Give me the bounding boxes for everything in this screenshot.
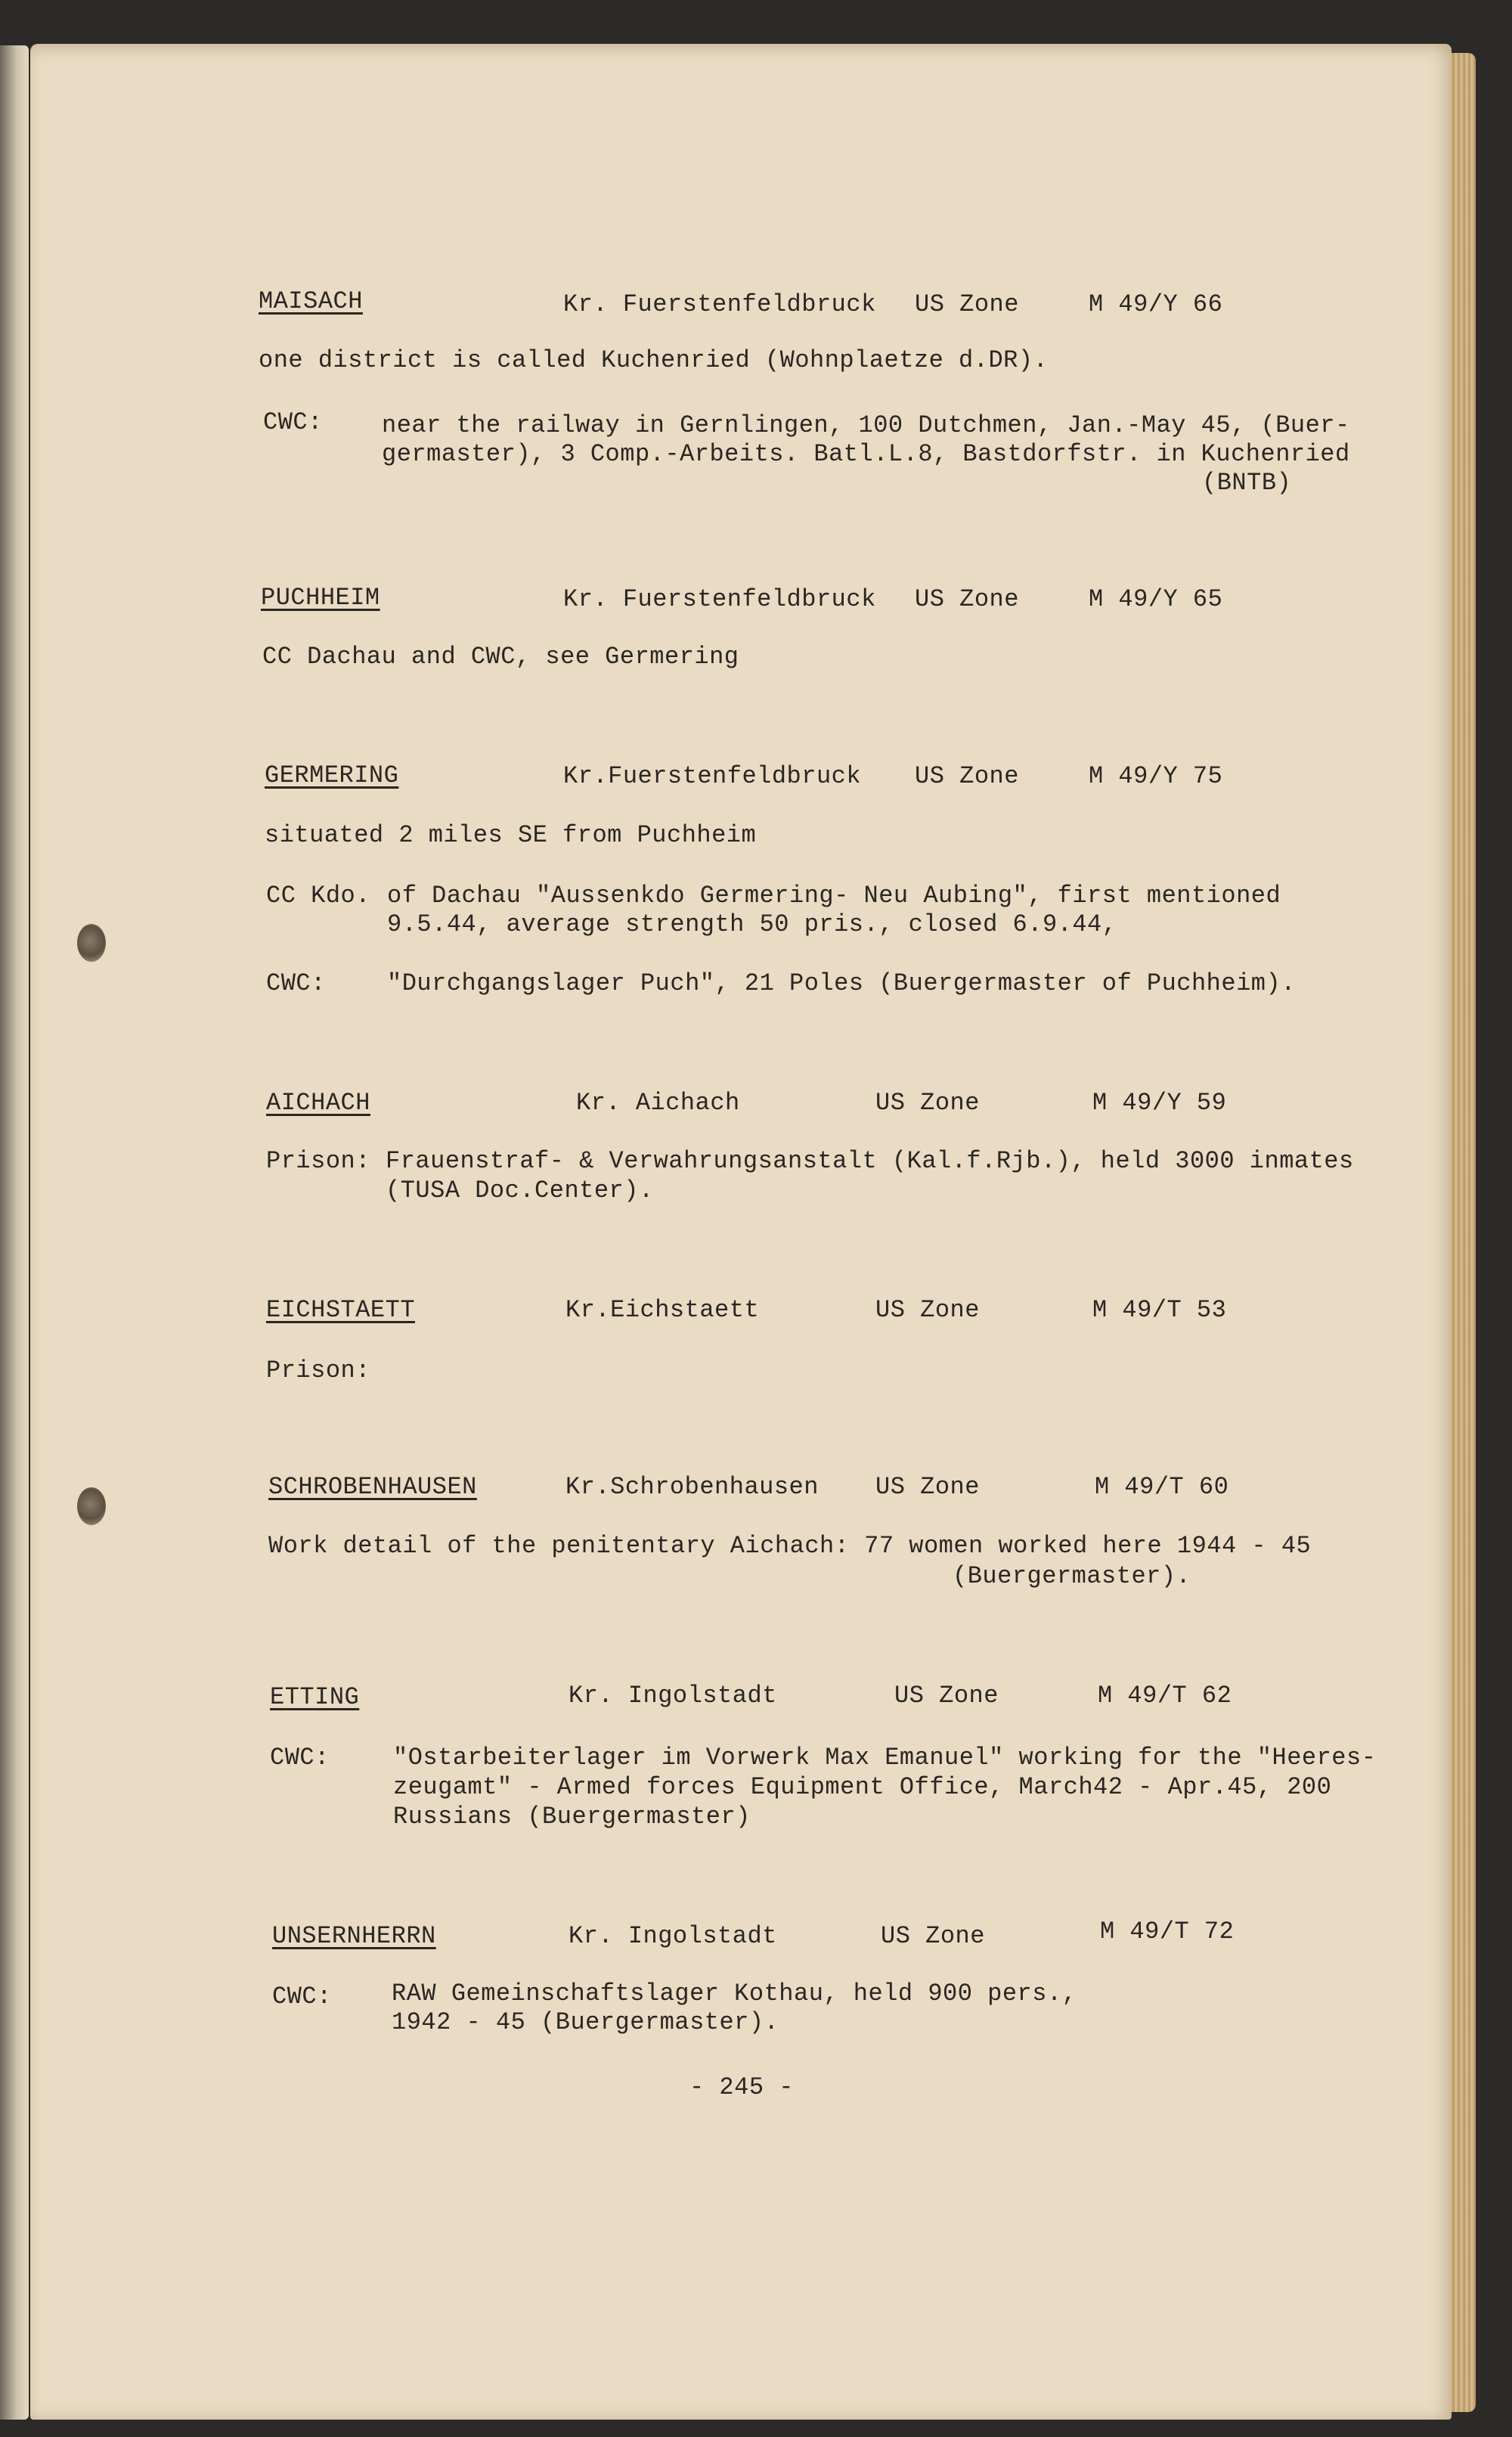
entry-note: (Buergermaster). [953,1562,1191,1590]
cwc-text: Russians (Buergermaster) [393,1803,751,1831]
kreis: Kr. Ingolstadt [569,1922,777,1950]
zone: US Zone [915,585,1019,613]
prison-text: (TUSA Doc.Center). [386,1177,654,1205]
entry-note: one district is called Kuchenried (Wohnplaetze d.DR). [259,346,1049,374]
cwc-text: RAW Gemeinschaftslager Kothau, held 900 pers., [392,1980,1077,2008]
kreis: Kr.Fuerstenfeldbruck [563,762,862,790]
place-name: PUCHHEIM [261,584,380,612]
map-reference: M 49/Y 75 [1089,762,1223,790]
zone: US Zone [875,1296,980,1324]
place-name: AICHACH [266,1089,370,1117]
entry-note: situated 2 miles SE from Puchheim [265,821,757,849]
cwc-label: CWC: [266,969,326,997]
document-page [30,44,1452,2420]
kreis: Kr.Eichstaett [565,1296,760,1324]
cwc-text: near the railway in Gernlingen, 100 Dutchmen, Jan.-May 45, (Buer- [382,411,1350,439]
map-reference: M 49/T 60 [1095,1473,1229,1501]
cwc-label: CWC: [272,1983,332,2011]
map-reference: M 49/T 62 [1098,1682,1232,1710]
kreis: Kr. Aichach [576,1089,740,1117]
place-name: SCHROBENHAUSEN [268,1473,477,1501]
zone: US Zone [894,1682,999,1710]
entry-note: CC Dachau and CWC, see Germering [262,643,739,671]
book-spine [0,45,29,2420]
place-name: GERMERING [265,761,399,789]
cwc-text: (BNTB) [1202,469,1292,497]
zone: US Zone [875,1473,980,1501]
place-name: UNSERNHERRN [272,1922,436,1950]
cwc-text: 1942 - 45 (Buergermaster). [392,2008,779,2036]
map-reference: M 49/Y 65 [1089,585,1223,613]
kreis: Kr.Schrobenhausen [565,1473,819,1501]
cc-text: of Dachau "Aussenkdo Germering- Neu Aubing", first mentioned [387,882,1281,910]
map-reference: M 49/T 53 [1092,1296,1227,1324]
binding-hole [77,924,106,962]
binding-hole [77,1487,106,1525]
zone: US Zone [915,290,1019,318]
page-stack-edge [1450,53,1476,2412]
cwc-text: "Ostarbeiterlager im Vorwerk Max Emanuel" working for the "Heeres- [393,1744,1377,1772]
kreis: Kr. Fuerstenfeldbruck [563,585,876,613]
place-name: MAISACH [259,287,363,315]
map-reference: M 49/Y 59 [1092,1089,1227,1117]
zone: US Zone [915,762,1019,790]
map-reference: M 49/T 72 [1100,1918,1235,1946]
cwc-label: CWC: [263,408,323,436]
prison-text: Frauenstraf- & Verwahrungsanstalt (Kal.f.Rjb.), held 3000 inmates [386,1147,1354,1175]
cwc-label: CWC: [270,1744,330,1772]
cwc-text: zeugamt" - Armed forces Equipment Office, March42 - Apr.45, 200 [393,1773,1332,1801]
kreis: Kr. Fuerstenfeldbruck [563,290,876,318]
place-name: EICHSTAETT [266,1296,416,1324]
map-reference: M 49/Y 66 [1089,290,1223,318]
cwc-text: germaster), 3 Comp.-Arbeits. Batl.L.8, Bastdorfstr. in Kuchenried [382,440,1350,468]
prison-label: Prison: [266,1356,370,1384]
zone: US Zone [875,1089,980,1117]
zone: US Zone [881,1922,985,1950]
page-number: - 245 - [689,2073,794,2101]
entry-note: Work detail of the penitentary Aichach: 77 women worked here 1944 - 45 [268,1532,1312,1560]
kreis: Kr. Ingolstadt [569,1682,777,1710]
prison-label: Prison: [266,1147,370,1175]
place-name: ETTING [270,1683,360,1711]
cwc-text: "Durchgangslager Puch", 21 Poles (Buergermaster of Puchheim). [387,969,1296,997]
cc-label: CC Kdo. [266,882,370,910]
cc-text: 9.5.44, average strength 50 pris., closed 6.9.44, [387,910,1117,938]
